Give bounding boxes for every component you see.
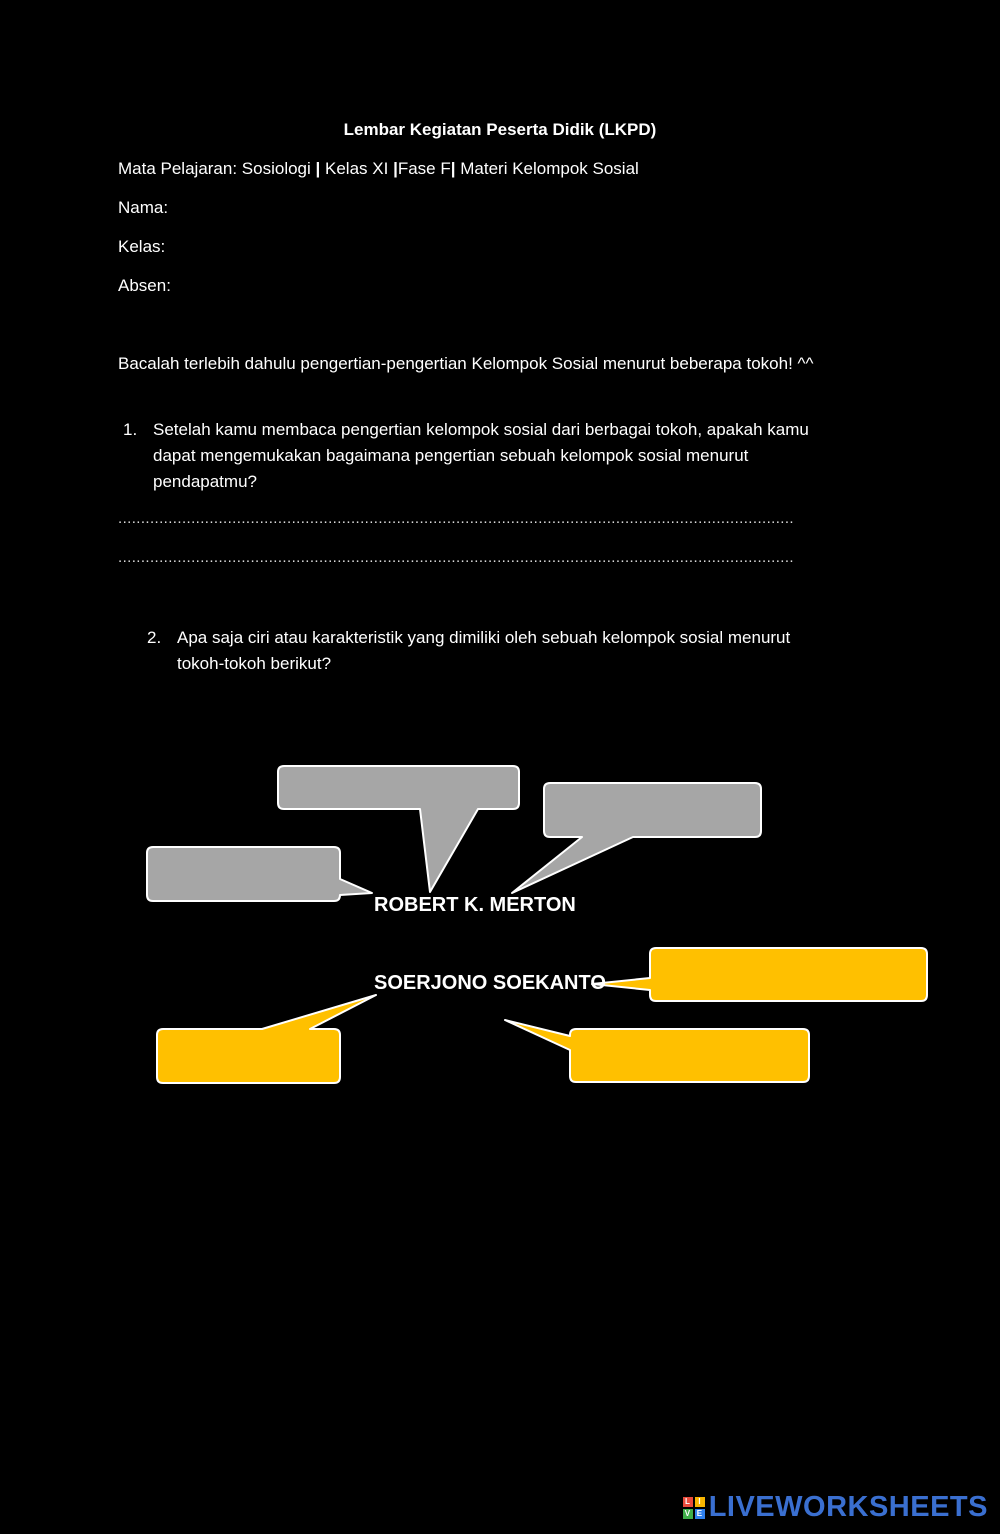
name-label: Nama: — [118, 198, 169, 217]
merton-bubble-right[interactable] — [512, 783, 761, 893]
question-text-line: Apa saja ciri atau karakteristik yang dimiliki oleh sebuah kelompok sosial menurut — [177, 628, 791, 647]
attendance-label: Absen: — [118, 276, 171, 295]
question-text-line: dapat mengemukakan bagaimana pengertian sebuah kelompok sosial menurut — [153, 446, 749, 465]
separator: | — [393, 159, 398, 178]
class-label: Kelas: — [118, 237, 166, 256]
soekanto-bubble-left[interactable] — [157, 995, 376, 1083]
answer-line[interactable]: .................................................................................................................................................... — [118, 549, 794, 566]
soekanto-bubble-bottom-right[interactable] — [505, 1020, 809, 1082]
soekanto-bubble-right[interactable] — [592, 948, 927, 1001]
liveworksheets-logo-icon — [683, 1497, 705, 1519]
question-text-line: tokoh-tokoh berikut? — [177, 654, 332, 673]
answer-line[interactable]: .................................................................................................................................................... — [118, 510, 794, 527]
separator: | — [450, 159, 456, 178]
question-text-line: pendapatmu? — [153, 472, 257, 491]
question-text-line: Setelah kamu membaca pengertian kelompok sosial dari berbagai tokoh, apakah kamu — [153, 420, 809, 439]
instruction: Bacalah terlebih dahulu pengertian-pengertian Kelompok Sosial menurut beberapa tokoh! ^^ — [118, 354, 814, 373]
logo-letter: L — [683, 1497, 693, 1507]
page-title: Lembar Kegiatan Peserta Didik (LKPD) — [343, 120, 657, 139]
question-number: 1. — [123, 420, 138, 439]
question-number: 2. — [147, 628, 162, 647]
logo-letter: E — [695, 1509, 705, 1519]
logo-letter: V — [683, 1509, 693, 1519]
brand-name: LIVEWORKSHEETS — [708, 1491, 988, 1523]
liveworksheets-watermark — [683, 1491, 988, 1524]
separator: | — [315, 159, 321, 178]
figure-soekanto: SOERJONO SOEKANTO — [374, 972, 606, 994]
phase: Fase F — [397, 159, 451, 178]
class-level: Kelas XI — [325, 159, 389, 178]
figure-merton: ROBERT K. MERTON — [374, 894, 576, 916]
logo-letter: I — [695, 1497, 705, 1507]
material: Materi Kelompok Sosial — [460, 159, 639, 178]
subject-label: Mata Pelajaran: Sosiologi — [118, 159, 311, 178]
merton-bubble-left[interactable] — [147, 847, 372, 901]
